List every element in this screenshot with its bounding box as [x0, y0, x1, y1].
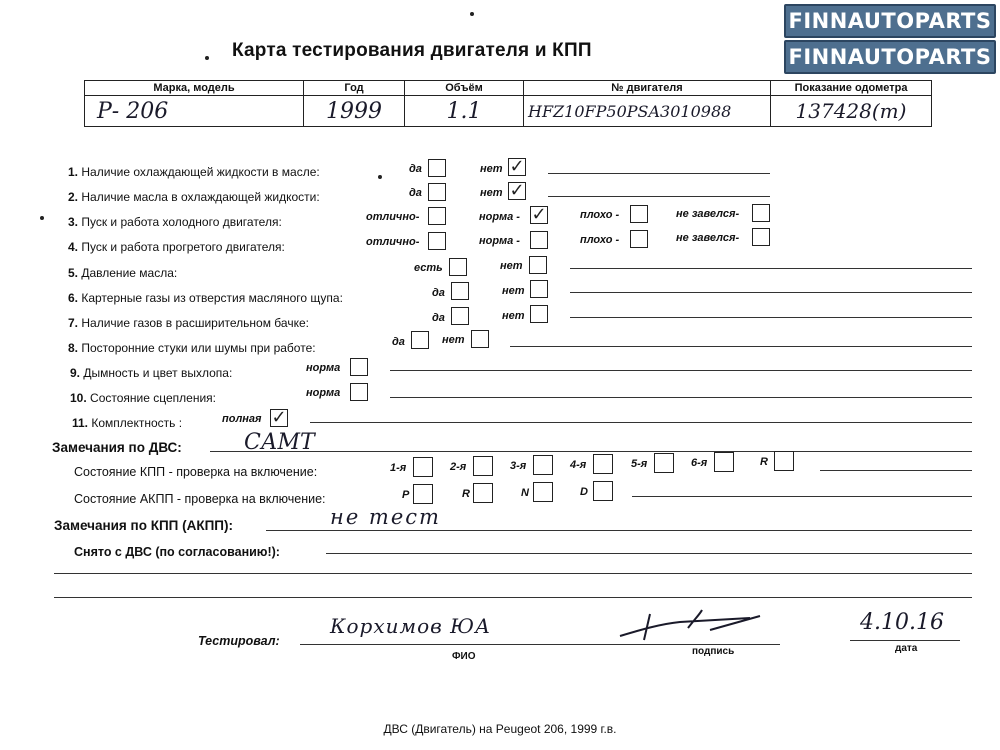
- finnautoparts-logo: [784, 4, 994, 74]
- date-label: дата: [895, 643, 918, 654]
- item-exhaust-smoke: [70, 366, 232, 380]
- checkbox-gear-6[interactable]: [714, 452, 734, 472]
- tester-name: Корхимов ЮА: [330, 614, 492, 638]
- item-label: Пуск и работа прогретого двигателя:: [81, 240, 285, 254]
- note-line: [570, 317, 972, 318]
- opt-label: да: [409, 187, 422, 199]
- checkbox-bad[interactable]: [630, 205, 648, 223]
- note-line: [820, 470, 972, 471]
- signature: [610, 600, 780, 650]
- col-odometer: Показание одометра: [771, 81, 932, 96]
- checkbox-present[interactable]: [449, 258, 467, 276]
- gear-label: P: [402, 489, 410, 501]
- engine-remarks-label: Замечания по ДВС:: [52, 440, 182, 455]
- item-extraneous-noise: [68, 341, 316, 355]
- checkbox-d[interactable]: [593, 481, 613, 501]
- test-date: 4.10.16: [860, 610, 944, 635]
- checkbox-normal[interactable]: [350, 383, 368, 401]
- opt-label: не завелся-: [676, 208, 740, 220]
- note-line: [210, 451, 972, 452]
- note-line: [548, 196, 770, 197]
- item-number: 2.: [68, 190, 79, 204]
- kpp-check-label: Состояние КПП - проверка на включение:: [74, 465, 318, 479]
- gear-label: 4-я: [570, 459, 587, 471]
- item-number: 9.: [70, 366, 81, 380]
- col-brand: Марка, модель: [85, 81, 304, 96]
- engine-remarks-value: САМТ: [244, 430, 315, 455]
- kpp-remarks-label: Замечания по КПП (АКПП):: [54, 518, 233, 533]
- volume-value: 1.1: [405, 96, 524, 127]
- col-volume: Объём: [405, 81, 524, 96]
- item-crankcase-gases: [68, 291, 343, 305]
- scan-dot: [40, 216, 44, 220]
- item-label: Наличие газов в расширительном бачке:: [81, 316, 309, 330]
- image-caption: ДВС (Двигатель) на Peugeot 206, 1999 г.в.: [383, 722, 617, 736]
- note-line: [632, 496, 972, 497]
- gear-label: 3-я: [510, 460, 527, 472]
- note-line: [548, 173, 770, 174]
- vehicle-header-table: [84, 80, 932, 127]
- checkbox-yes[interactable]: [428, 159, 446, 177]
- checkbox-gear-3[interactable]: [533, 455, 553, 475]
- gear-label: 1-я: [390, 462, 407, 474]
- item-number: 6.: [68, 291, 79, 305]
- logo-line-2: FINNAUTOPARTS: [784, 40, 996, 74]
- removed-label: Снято с ДВС (по согласованию!):: [74, 545, 280, 559]
- opt-label: норма -: [479, 235, 520, 247]
- opt-label: полная: [222, 413, 262, 425]
- checkbox-absent[interactable]: [529, 256, 547, 274]
- odometer-value: 137428(m): [771, 96, 932, 127]
- fio-label: ФИО: [452, 651, 476, 662]
- checkbox-gear-2[interactable]: [473, 456, 493, 476]
- item-clutch-condition: [70, 391, 216, 405]
- item-coolant-in-oil: [68, 165, 320, 179]
- checkbox-yes[interactable]: [411, 331, 429, 349]
- checkbox-gear-4[interactable]: [593, 454, 613, 474]
- kpp-remarks-value: не тест: [330, 505, 441, 529]
- checkbox-p[interactable]: [413, 484, 433, 504]
- gear-label: 5-я: [631, 458, 648, 470]
- gear-label: R: [462, 488, 470, 500]
- opt-label: да: [392, 336, 405, 348]
- checkbox-normal[interactable]: [530, 231, 548, 249]
- item-cold-start: [68, 215, 282, 229]
- checkbox-not-started[interactable]: [752, 204, 770, 222]
- checkbox-r[interactable]: [473, 483, 493, 503]
- opt-label: нет: [480, 163, 503, 175]
- gear-label: R: [760, 456, 768, 468]
- opt-label: отлично-: [366, 236, 420, 248]
- opt-label: норма: [306, 387, 341, 399]
- opt-label: да: [409, 163, 422, 175]
- checkbox-normal[interactable]: ✓: [531, 204, 547, 225]
- checkbox-no[interactable]: ✓: [509, 180, 525, 201]
- scan-dot: [205, 56, 209, 60]
- opt-label: да: [432, 287, 445, 299]
- scan-dot: [378, 175, 382, 179]
- item-number: 1.: [68, 165, 79, 179]
- opt-label: норма -: [479, 211, 520, 223]
- akpp-check-label: Состояние АКПП - проверка на включение:: [74, 492, 326, 506]
- item-label: Пуск и работа холодного двигателя:: [81, 215, 282, 229]
- checkbox-yes[interactable]: [451, 307, 469, 325]
- note-line: [54, 597, 972, 598]
- date-line: [850, 640, 960, 641]
- item-number: 5.: [68, 266, 79, 280]
- item-label: Наличие охлаждающей жидкости в масле:: [81, 165, 320, 179]
- col-engine-number: № двигателя: [524, 81, 771, 96]
- checkbox-gear-1[interactable]: [413, 457, 433, 477]
- item-number: 4.: [68, 240, 79, 254]
- page-title: Карта тестирования двигателя и КПП: [232, 40, 592, 61]
- opt-label: нет: [442, 334, 465, 346]
- item-warm-start: [68, 240, 285, 254]
- checkbox-normal[interactable]: [350, 358, 368, 376]
- engine-number-value: HFZ10FP50PSA3010988: [524, 96, 771, 127]
- logo-line-1: FINNAUTOPARTS: [784, 4, 996, 38]
- checkbox-no[interactable]: [530, 280, 548, 298]
- checkbox-bad[interactable]: [630, 230, 648, 248]
- item-number: 8.: [68, 341, 79, 355]
- opt-label: есть: [414, 262, 443, 274]
- opt-label: нет: [500, 260, 523, 272]
- col-year: Год: [304, 81, 405, 96]
- checkbox-n[interactable]: [533, 482, 553, 502]
- note-line: [390, 370, 972, 371]
- checkbox-yes[interactable]: [451, 282, 469, 300]
- scan-dot: [470, 12, 474, 16]
- item-label: Давление масла:: [81, 266, 178, 280]
- item-label: Картерные газы из отверстия масляного щупа:: [81, 291, 343, 305]
- note-line: [570, 292, 972, 293]
- checkbox-gear-5[interactable]: [654, 453, 674, 473]
- item-label: Состояние сцепления:: [90, 391, 216, 405]
- opt-label: не завелся-: [676, 232, 740, 244]
- checkbox-not-started[interactable]: [752, 228, 770, 246]
- item-label: Комплектность :: [91, 416, 183, 430]
- item-number: 7.: [68, 316, 79, 330]
- year-value: 1999: [304, 96, 405, 127]
- item-label: Посторонние стуки или шумы при работе:: [81, 341, 316, 355]
- note-line: [266, 530, 972, 531]
- opt-label: плохо -: [580, 234, 620, 246]
- item-oil-in-coolant: [68, 190, 320, 204]
- gear-label: 2-я: [450, 461, 467, 473]
- note-line: [570, 268, 972, 269]
- checkbox-gear-r[interactable]: [774, 451, 794, 471]
- checkbox-excellent[interactable]: [428, 207, 446, 225]
- checkbox-no[interactable]: ✓: [509, 156, 525, 177]
- signature-label: подпись: [692, 646, 735, 657]
- item-oil-pressure: [68, 266, 177, 280]
- note-line: [310, 422, 972, 423]
- item-number: 10.: [70, 391, 87, 405]
- brand-value: Р- 206: [85, 96, 304, 127]
- item-completeness: [72, 416, 182, 430]
- item-number: 11.: [72, 416, 89, 430]
- tested-label: Тестировал:: [198, 634, 280, 648]
- note-line: [390, 397, 972, 398]
- checkbox-no[interactable]: [471, 330, 489, 348]
- opt-label: отлично-: [366, 211, 420, 223]
- gear-label: N: [521, 487, 529, 499]
- opt-label: нет: [502, 310, 525, 322]
- checkbox-no[interactable]: [530, 305, 548, 323]
- opt-label: нет: [502, 285, 525, 297]
- note-line: [54, 573, 972, 574]
- opt-label: да: [432, 312, 445, 324]
- opt-label: нет: [480, 187, 503, 199]
- opt-label: норма: [306, 362, 341, 374]
- item-expansion-tank-gases: [68, 316, 309, 330]
- item-label: Наличие масла в охлаждающей жидкости:: [81, 190, 320, 204]
- note-line: [326, 553, 972, 554]
- checkbox-excellent[interactable]: [428, 232, 446, 250]
- checkbox-complete[interactable]: ✓: [271, 407, 287, 428]
- item-number: 3.: [68, 215, 79, 229]
- checkbox-yes[interactable]: [428, 183, 446, 201]
- opt-label: плохо -: [580, 209, 620, 221]
- gear-label: D: [580, 486, 588, 498]
- note-line: [510, 346, 972, 347]
- gear-label: 6-я: [691, 457, 708, 469]
- item-label: Дымность и цвет выхлопа:: [83, 366, 233, 380]
- signature-line: [300, 644, 780, 645]
